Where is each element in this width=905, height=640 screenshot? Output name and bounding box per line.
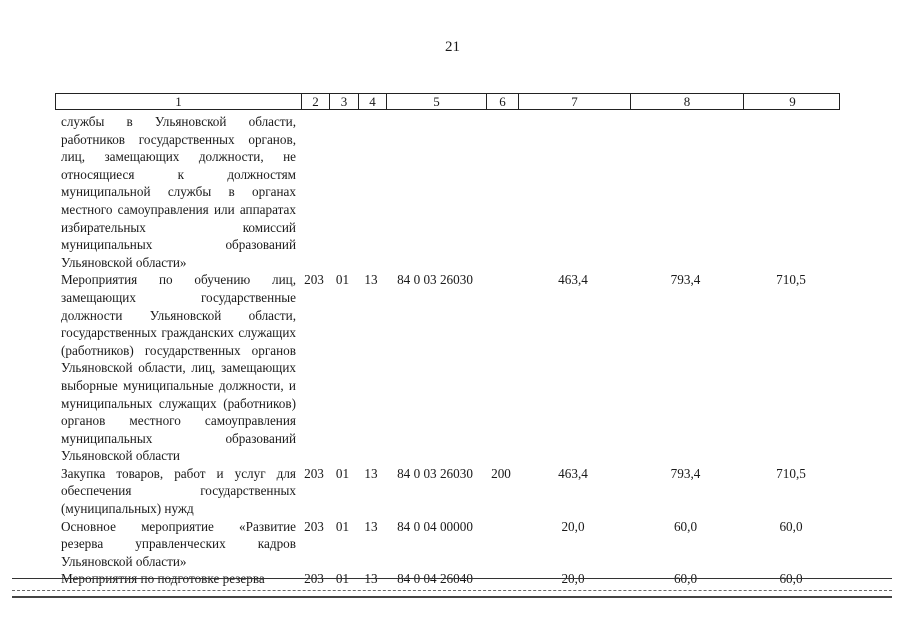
row-value-7: 20,0 [561,518,585,534]
table-row [55,518,840,571]
row-name: Основное мероприятие «Развитие резерва управленческих кадров Ульяновской области» [61,518,296,569]
row-code-4 [357,110,385,271]
page-number: 21 [445,39,460,55]
row-code-4: 13 [364,518,378,534]
row-value-8 [629,110,742,271]
header-col-7: 7 [518,94,630,110]
row-code-3 [328,110,357,271]
table-header [55,93,840,110]
table-row [55,110,840,271]
row-code-5: 84 0 04 00000 [397,518,473,534]
row-value-9: 60,0 [779,571,803,587]
cut-line-dashed [12,590,892,591]
row-name: Закупка товаров, работ и услуг для обеспечения государственных (муниципальных) нужд [61,465,296,517]
table-row [55,465,840,518]
row-value-7: 20,0 [561,571,585,587]
table-row [55,570,840,588]
row-value-8: 793,4 [670,272,701,288]
row-code-3: 01 [335,571,350,587]
header-col-9: 9 [743,94,841,110]
row-code-6 [485,518,517,571]
row-code-4: 13 [364,465,378,481]
row-code-6: 200 [491,465,511,481]
row-code-4: 13 [364,272,378,288]
row-value-7 [517,110,629,271]
row-value-7: 463,4 [558,272,588,288]
row-value-7: 463,4 [558,465,588,481]
row-value-8: 60,0 [673,518,698,534]
row-code-4: 13 [364,571,378,587]
row-value-9: 710,5 [776,465,806,481]
table-row [55,271,840,465]
budget-table [55,93,840,588]
row-code-5: 84 0 03 26030 [397,465,473,481]
cut-line [12,596,892,598]
header-col-3: 3 [329,94,358,110]
row-code-2: 203 [304,272,324,288]
row-code-5: 84 0 04 26040 [397,571,473,587]
row-code-6 [485,110,517,271]
row-code-3: 01 [335,518,350,534]
row-value-9 [742,110,840,271]
row-name: Мероприятия по подготовке резерва [61,571,265,587]
row-code-2: 203 [304,571,324,587]
header-col-6: 6 [486,94,518,110]
row-code-2: 203 [304,465,324,481]
row-value-9: 60,0 [779,518,803,534]
row-code-5: 84 0 03 26030 [397,272,473,288]
row-code-6 [485,271,517,465]
row-code-3: 01 [335,465,350,481]
row-code-2 [300,110,328,271]
row-code-6 [485,570,517,588]
row-code-2: 203 [304,518,324,534]
header-col-8: 8 [630,94,743,110]
header-col-5: 5 [386,94,486,110]
row-value-8: 793,4 [670,465,701,481]
row-value-9: 710,5 [776,272,806,288]
header-col-1: 1 [175,94,182,109]
header-col-2: 2 [301,94,329,110]
row-name: службы в Ульяновской области, работников государственных органов, лиц, замещающих должности, не относящиеся к должностям муниципальной службы в органах местного самоуправления или аппаратах избирательных комиссий муниципальных образований Ульяновской области» [61,114,296,270]
row-code-5 [385,110,485,271]
row-code-3: 01 [335,272,350,288]
header-col-4: 4 [358,94,386,110]
row-value-8: 60,0 [673,571,698,587]
cut-line [12,578,892,579]
row-name: Мероприятия по обучению лиц, замещающих государственные должности Ульяновской области, государственных гражданских служащих (работников) государственных органов Ульяновской области, лиц, замещающих выборные муниципальные должности, и муниципальных служащих (работников) органов местного самоуправления муниципальных образований Ульяновской области [61,272,296,464]
